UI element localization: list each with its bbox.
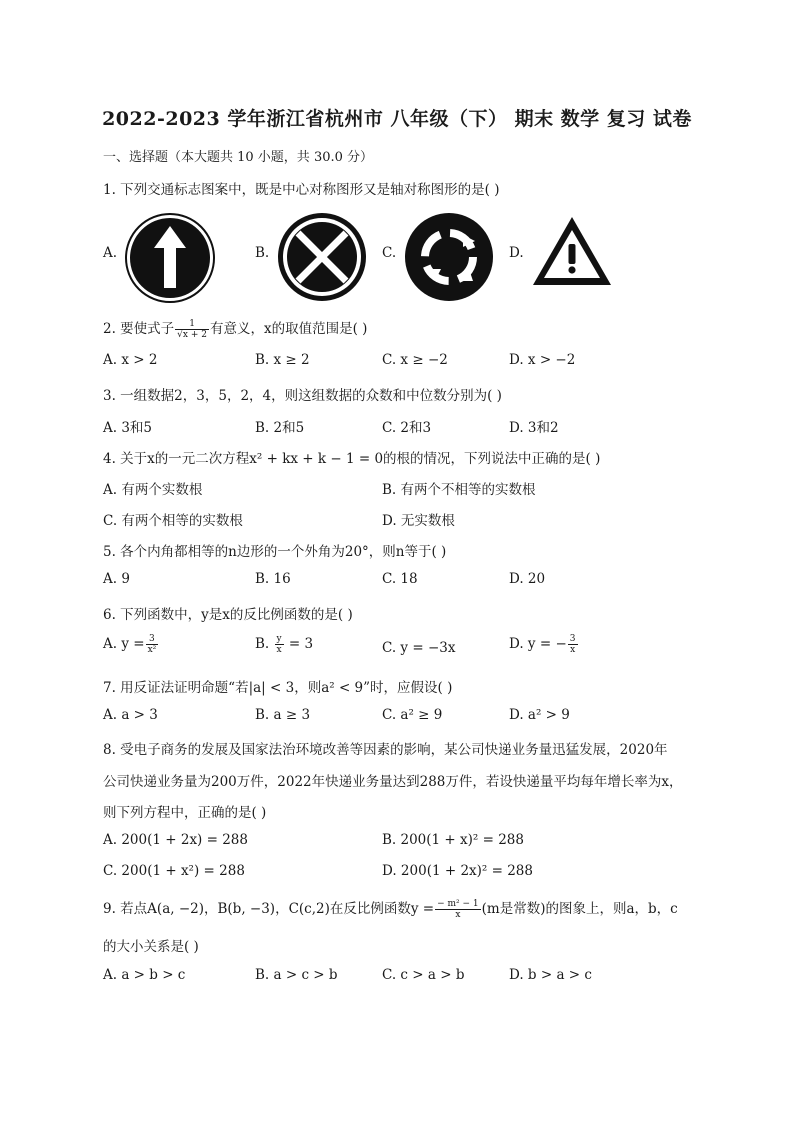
option-d <box>509 634 579 655</box>
fraction <box>275 634 284 655</box>
option-a: A. a > b > c <box>103 967 186 983</box>
option-c: C. 18 <box>382 571 418 587</box>
fraction-denominator: x <box>570 645 576 655</box>
option-b <box>255 634 313 655</box>
option-a: A. a > 3 <box>103 707 158 723</box>
option-a <box>103 634 159 655</box>
option-c: C. y = −3x <box>382 640 456 656</box>
option-c: C. 2和3 <box>382 420 432 436</box>
question-9-line-2: 的大小关系是( ) <box>103 939 199 955</box>
question-2-text: 有意义，x的取值范围是( ) <box>209 321 368 337</box>
question-9-text: (m是常数)的图象上，则a，b，c <box>481 901 678 917</box>
question-8-line-1: 8. 受电子商务的发展及国家法治环境改善等因素的影响，某公司快递业务量迅猛发展，2020年 <box>103 742 668 758</box>
option-b: B. 200(1 + x)² = 288 <box>382 832 524 848</box>
option-label: A. y = <box>103 636 145 652</box>
option-label: A. <box>103 245 118 261</box>
option-b: B. 16 <box>255 571 291 587</box>
option-d: D. 3和2 <box>509 420 559 436</box>
exam-title: 2022-2023 学年浙江省杭州市 八年级（下） 期末 数学 复习 试卷 <box>102 108 692 130</box>
option-d: D. 无实数根 <box>382 513 455 529</box>
question-2-stem <box>103 317 367 340</box>
fraction-denominator: √x + 2 <box>177 330 207 340</box>
option-d: D. x > −2 <box>509 352 576 368</box>
option-label: D. <box>509 245 524 261</box>
warning-triangle-sign-icon <box>530 214 614 288</box>
option-label: C. <box>382 245 397 261</box>
question-3-stem: 3. 一组数据2，3，5，2，4，则这组数据的众数和中位数分别为( ) <box>103 388 502 404</box>
question-4-stem: 4. 关于x的一元二次方程x² + kx + k − 1 = 0的根的情况，下列说法中正确的是( ) <box>103 451 601 467</box>
option-a: A. 200(1 + 2x) = 288 <box>103 832 248 848</box>
question-5-stem: 5. 各个内角都相等的n边形的一个外角为20°，则n等于( ) <box>103 544 447 560</box>
option-d: D. b > a > c <box>509 967 592 983</box>
fraction-numerator: − m² − 1 <box>437 899 479 909</box>
up-arrow-sign-icon <box>124 212 216 304</box>
question-8-line-2: 公司快递业务量为200万件，2022年快递业务量达到288万件，若设快递量平均每年增长率为x， <box>103 774 683 790</box>
option-label: D. y = − <box>509 636 567 652</box>
no-stopping-x-sign-icon <box>276 211 368 303</box>
question-2-text: 2. 要使式子 <box>103 321 175 337</box>
option-a: A. 9 <box>103 571 130 587</box>
fraction <box>435 899 481 920</box>
fraction-denominator: x² <box>147 645 157 655</box>
fraction-numerator: 1 <box>175 319 209 330</box>
fraction-numerator: 3 <box>146 634 159 645</box>
option-b: B. x ≥ 2 <box>255 352 310 368</box>
fraction-denominator: x <box>455 910 461 920</box>
option-c: C. 200(1 + x²) = 288 <box>103 863 245 879</box>
question-7-stem: 7. 用反证法证明命题“若|a| < 3，则a² < 9”时，应假设( ) <box>103 680 453 696</box>
question-6-stem: 6. 下列函数中，y是x的反比例函数的是( ) <box>103 607 353 623</box>
question-9-stem <box>103 897 678 920</box>
question-9-text: 9. 若点A(a, −2)，B(b, −3)，C(c,2)在反比例函数y = <box>103 901 435 917</box>
fraction-numerator: y <box>276 634 282 644</box>
option-a: A. x > 2 <box>103 352 158 368</box>
option-label: B. <box>255 636 270 652</box>
option-text: = 3 <box>288 636 314 652</box>
roundabout-sign-icon <box>403 211 495 303</box>
option-d: D. 20 <box>509 571 546 587</box>
option-c: C. 有两个相等的实数根 <box>103 513 243 529</box>
question-8-line-3: 则下列方程中，正确的是( ) <box>103 805 267 821</box>
option-a: A. 有两个实数根 <box>103 482 203 498</box>
fraction <box>175 319 209 340</box>
fraction <box>146 634 159 655</box>
question-1-stem: 1. 下列交通标志图案中，既是中心对称图形又是轴对称图形的是( ) <box>103 182 500 198</box>
fraction-denominator: x <box>276 645 282 655</box>
option-b: B. 有两个不相等的实数根 <box>382 482 536 498</box>
option-a: A. 3和5 <box>103 420 153 436</box>
option-c: C. x ≥ −2 <box>382 352 448 368</box>
option-b: B. 2和5 <box>255 420 305 436</box>
option-b: B. a > c > b <box>255 967 338 983</box>
option-b: B. a ≥ 3 <box>255 707 311 723</box>
fraction-numerator: 3 <box>569 634 576 644</box>
fraction <box>568 634 578 655</box>
option-label: B. <box>255 245 270 261</box>
option-d: D. 200(1 + 2x)² = 288 <box>382 863 533 879</box>
option-c: C. a² ≥ 9 <box>382 707 443 723</box>
option-d: D. a² > 9 <box>509 707 570 723</box>
option-c: C. c > a > b <box>382 967 465 983</box>
section-heading: 一、选择题（本大题共 10 小题，共 30.0 分） <box>103 150 374 165</box>
